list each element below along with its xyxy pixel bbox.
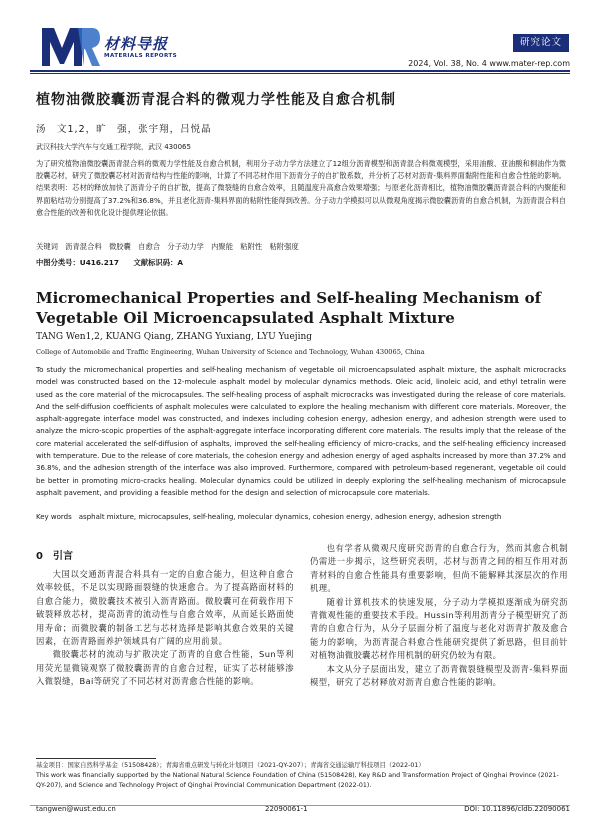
abstract-cn: 为了研究植物油微胶囊沥青混合料的微观力学性能及自愈合机制，利用分子动力学方法建立了12组分沥青模型和沥青混合料微观模型，采用油酸、亚油酸和桐油作为微胶囊芯材，研究了微胶囊芯材对沥青结构与性能的影响，计算了不同芯材作用下沥青分子的自扩散系数，并分析了芯材对沥青-集料界面黏附性能和自愈合性能的影响。结果表明：芯材的释放加快了沥青分子的自扩散，提高了微裂缝的自愈合效率，且随温度升高愈合效果增强；与原老化沥青相比，植物油微胶囊沥青混合料的内聚能和界面粘结功分别提高了37.2%和36.8%，并且老化沥青-集料界面的粘附性能得到改善。分子动力学模拟可以从微观角度揭示微胶囊沥青的自愈合机制，为沥青混合料自愈合性能的改善和优化设计提供理论依据。: [36, 159, 566, 217]
body-column-left: [36, 568, 294, 689]
paragraph: 微胶囊芯材的流动与扩散决定了沥青的自愈合性能，Sun等利用荧光显微镜观察了微胶囊沥青的自愈合过程，证实了芯材能够渗入微裂缝，Bai等研究了不同芯材对沥青愈合性能的影响。: [36, 649, 294, 687]
paragraph: 随着计算机技术的快速发展，分子动力学模拟逐渐成为研究沥青微观性能的重要技术手段。Hussin等利用沥青分子模型研究了沥青的自愈合行为，从分子层面分析了温度与老化对沥青扩散及愈合能力的影响，为沥青混合料愈合性能研究提供了新思路，但目前针对植物油微胶囊芯材作用机制的研究仍较为有限。: [310, 596, 568, 661]
funding-en: This work was financially supported by the National Natural Science Foundation of China (51508428), Key R&D and Transformation Project of Qinghai Province (2021-QY-207), and Science and Technology Project of Qinghai Provincial Communication Department (2022-01).: [36, 771, 559, 789]
funding-cn: 基金项目：国家自然科学基金（51508428）；青海省重点研发与转化计划项目（2021-QY-207）；青海省交通运输厅科技项目（2022-01）: [36, 762, 425, 769]
paragraph: 本文从分子层面出发，建立了沥青微裂缝模型及沥青-集料界面模型，研究了芯材释放对沥青自愈合性能的影响。: [310, 663, 568, 688]
doi-link[interactable]: DOI: 10.11896/cldb.22090061: [464, 805, 570, 813]
paragraph: 也有学者从微观尺度研究沥青的自愈合行为，然而其愈合机制仍需进一步揭示，这些研究表明，芯材与沥青之间的相互作用对沥青材料的自愈合性能具有重要影响，但尚不能解释其深层次的作用机理。: [310, 543, 568, 594]
header-rule: [30, 70, 570, 72]
journal-issue-line[interactable]: 2024, Vol. 38, No. 4 www.mater-rep.com: [408, 59, 570, 68]
section-heading-introduction: 0 引言: [36, 551, 73, 562]
abstract-en: To study the micromechanical properties and self-healing mechanism of vegetable oil microencapsulated asphalt mixture, the asphalt microcracks model was constructed based on the 12-molecule asphalt model by molecular dynamics methods. Oleic acid, linoleic acid, and ethyl tetralin were used as the core material of the microcapsules. The self-healing process of asphalt microcracks was investigated during the release of core materials. And the self-diffusion coefficients of asphalt molecules were calculated to explore the healing mechanism with different core materials. Moreover, the asphalt-aggregate interface model was constructed, and indexes including cohesion energy, adhesion energy, and adhesion strength were used to analyze the micro-scopic properties of the asphalt-aggregate interface incorporating different core materials. The results imply that the release of the core material accelerated the self-diffusion of asphalts, improved the self-healing efficiency of micro-cracks, and the self-healing efficiency increased with temperature. Due to the release of core materials, the cohesion energy and adhesion energy of aged asphalts increased by more than 37.2% and 36.8%, and the adhesion strength of the interface was also improved. Furthermore, compared with petroleum-based regenerant, vegetable oil could be better in promoting micro-cracks healing. Molecular dynamics could be utilized in deeply exploring the self-healing mechanism of microcapsule asphalt pavement, and providing a feasible method for the design and selection of microcapsule core materials.: [36, 366, 566, 497]
article-title-cn: 植物油微胶囊沥青混合料的微观力学性能及自愈合机制: [36, 92, 396, 108]
logo-subtitle: MATERIALS REPORTS: [104, 53, 178, 59]
keywords-cn: 关键词 沥青混合料 微胶囊 自愈合 分子动力学 内聚能 粘附性 粘附强度: [36, 242, 299, 251]
affiliation-cn: 武汉科技大学汽车与交通工程学院，武汉 430065: [36, 143, 191, 151]
authors-cn: 汤 文1,2，旷 强，张宇翔，吕悦晶: [36, 124, 212, 135]
body-column-right: [310, 542, 568, 689]
article-number: 22090061-1: [265, 805, 308, 813]
classification-code: 中图分类号：U416.217 文献标识码：A: [36, 258, 183, 267]
author-email[interactable]: tangwen@wust.edu.cn: [36, 805, 116, 813]
section-tag: 研究论文: [513, 34, 569, 52]
keywords-en: Key words asphalt mixture, microcapsules, self-healing, molecular dynamics, cohesion energy, adhesion energy, adhesion strength: [36, 513, 502, 521]
paragraph: 大国以交通沥青混合料具有一定的自愈合能力，但这种自愈合效率较低，不足以实现路面裂缝的快速愈合。为了提高路面材料的自愈合能力，微胶囊技术被引入沥青路面。微胶囊可在荷载作用下破裂释放芯材，提高沥青的流动性与自愈合效率，从而延长路面使用寿命；而微胶囊的制备工艺与芯材选择是影响其愈合效果的关键因素，在沥青路面养护领域具有广阔的应用前景。: [36, 569, 294, 647]
authors-en: TANG Wen1,2, KUANG Qiang, ZHANG Yuxiang, LYU Yuejing: [36, 332, 313, 342]
logo-title: 材料导报: [104, 35, 169, 53]
footnote-rule: [36, 758, 156, 759]
funding-footnote: [36, 761, 566, 790]
affiliation-en: College of Automobile and Traffic Engineering, Wuhan University of Science and Technology, Wuhan 430065, China: [36, 348, 425, 356]
article-title-en: Micromechanical Properties and Self-healing Mechanism of Vegetable Oil Microencapsulated Asphalt Mixture: [36, 289, 542, 327]
journal-logo-icon: [40, 24, 100, 68]
header-rule-thin: [30, 73, 570, 74]
